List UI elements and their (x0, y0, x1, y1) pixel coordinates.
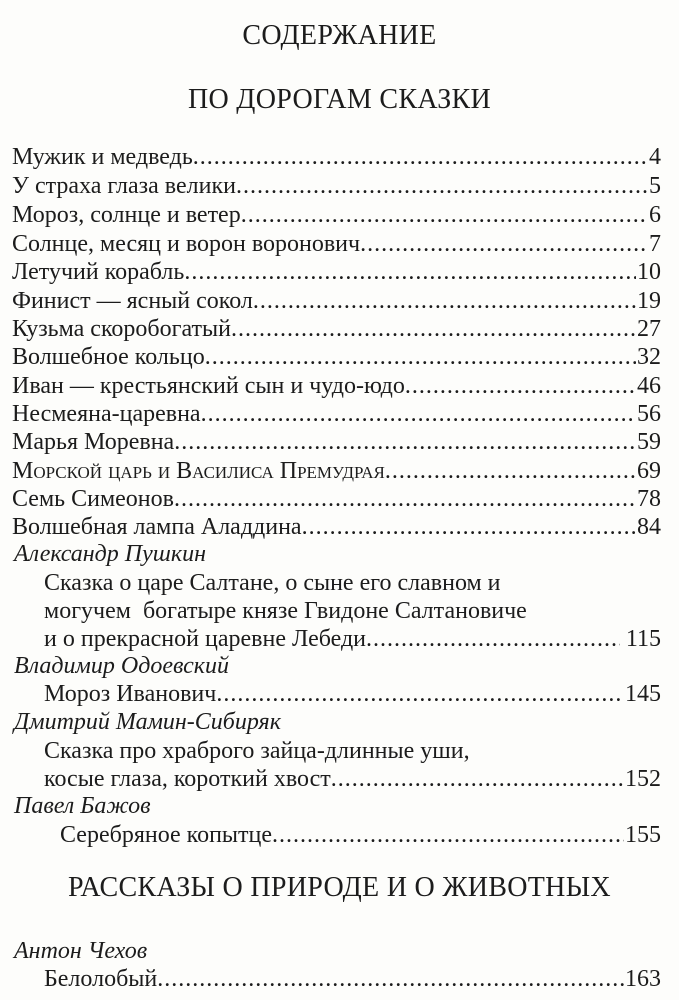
toc-entry-page: 145 (625, 681, 661, 707)
toc-entry-page: 69 (637, 458, 661, 484)
toc-entry-title: Солнце, месяц и ворон воронович (12, 231, 361, 257)
toc-entry[interactable] (12, 372, 661, 401)
leader-dots (157, 965, 624, 994)
toc-entry-title: Серебряное копытце (60, 822, 273, 848)
toc-entry[interactable] (44, 965, 661, 994)
leader-dots (366, 625, 620, 654)
toc-entry[interactable] (60, 821, 661, 850)
toc-entry[interactable] (12, 230, 661, 259)
toc-entry-title: Финист — ясный сокол (12, 288, 253, 314)
author-mamin-sibiryak: Дмитрий Мамин-Сибиряк (14, 709, 281, 735)
toc-entry-title: У страха глаза велики (12, 173, 236, 199)
toc-entry[interactable] (12, 400, 661, 429)
toc-entry[interactable] (12, 315, 661, 344)
toc-entry[interactable] (12, 143, 661, 172)
toc-entry-page: 59 (637, 429, 661, 455)
toc-entry-page: 163 (625, 966, 661, 992)
toc-entry-title-line: Сказка про храброго зайца-длинные уши, (44, 738, 470, 764)
toc-entry-page: 10 (637, 259, 661, 285)
toc-entry[interactable] (12, 201, 661, 230)
toc-entry-title: Белолобый (44, 966, 158, 992)
toc-entry-page: 32 (637, 344, 661, 370)
toc-entry-page: 46 (637, 373, 661, 399)
leader-dots (253, 287, 636, 316)
leader-dots (236, 172, 648, 201)
toc-entry-page: 27 (637, 316, 661, 342)
toc-entry-page: 155 (625, 822, 661, 848)
toc-entry-title-line: Сказка о царе Салтане, о сыне его славном и (44, 570, 501, 596)
leader-dots (216, 680, 624, 709)
toc-entry-page: 78 (637, 486, 661, 512)
toc-entry-page: 115 (625, 626, 661, 652)
toc-entry-title: Морской царь и Василиса Премудрая (12, 458, 385, 484)
author-odoevsky: Владимир Одоевский (14, 653, 229, 679)
leader-dots (302, 513, 636, 542)
toc-entry-page: 152 (625, 766, 661, 792)
leader-dots (231, 315, 636, 344)
leader-dots (205, 343, 636, 372)
toc-entry[interactable] (12, 457, 661, 486)
toc-entry-page: 7 (649, 231, 661, 257)
toc-entry-title: Мороз Иванович (44, 681, 217, 707)
toc-entry-title: Волшебная лампа Аладдина (12, 514, 302, 540)
toc-entry[interactable] (44, 625, 661, 654)
toc-entry-title-line: могучем богатыре князе Гвидоне Салтановиче (44, 598, 527, 624)
leader-dots (385, 457, 636, 486)
toc-entry[interactable] (12, 172, 661, 201)
leader-dots (184, 258, 636, 287)
toc-entry-title: косые глаза, короткий хвост (44, 766, 331, 792)
leader-dots (174, 485, 636, 514)
author-chekhov: Антон Чехов (14, 938, 148, 964)
toc-entry-page: 84 (637, 514, 661, 540)
toc-entry[interactable] (44, 680, 661, 709)
section-heading-nature-stories: РАССКАЗЫ О ПРИРОДЕ И О ЖИВОТНЫХ (68, 872, 611, 903)
leader-dots (360, 230, 648, 259)
author-pushkin: Александр Пушкин (14, 541, 206, 567)
toc-entry-page: 19 (637, 288, 661, 314)
leader-dots (174, 428, 636, 457)
toc-entry-title: Летучий корабль (12, 259, 185, 285)
toc-entry[interactable] (12, 485, 661, 514)
toc-entry-page: 56 (637, 401, 661, 427)
toc-entry[interactable] (12, 258, 661, 287)
toc-entry-title: Мороз, солнце и ветер (12, 202, 241, 228)
leader-dots (193, 143, 648, 172)
toc-entry[interactable] (12, 343, 661, 372)
leader-dots (331, 765, 624, 794)
toc-entry-page: 4 (649, 144, 661, 170)
toc-entry-title: Мужик и медведь (12, 144, 193, 170)
toc-entry-title: Семь Симеонов (12, 486, 174, 512)
toc-entry-title: Марья Моревна (12, 429, 175, 455)
toc-entry[interactable] (12, 287, 661, 316)
leader-dots (405, 372, 636, 401)
toc-entry-page: 5 (649, 173, 661, 199)
toc-entry[interactable] (12, 513, 661, 542)
toc-entry-title: и о прекрасной царевне Лебеди (44, 626, 367, 652)
section-heading-fairy-tales: ПО ДОРОГАМ СКАЗКИ (187, 84, 492, 115)
toc-entry-title: Несмеяна-царевна (12, 401, 201, 427)
toc-entry-title: Кузьма скоробогатый (12, 316, 231, 342)
toc-entry[interactable] (12, 428, 661, 457)
toc-entry-page: 6 (649, 202, 661, 228)
leader-dots (272, 821, 624, 850)
toc-entry[interactable] (44, 765, 661, 794)
leader-dots (201, 400, 636, 429)
toc-entry-title: Волшебное кольцо (12, 344, 205, 370)
leader-dots (241, 201, 648, 230)
contents-heading: СОДЕРЖАНИЕ (242, 20, 437, 51)
toc-entry-title: Иван — крестьянский сын и чудо-юдо (12, 373, 405, 399)
author-bazhov: Павел Бажов (14, 793, 151, 819)
